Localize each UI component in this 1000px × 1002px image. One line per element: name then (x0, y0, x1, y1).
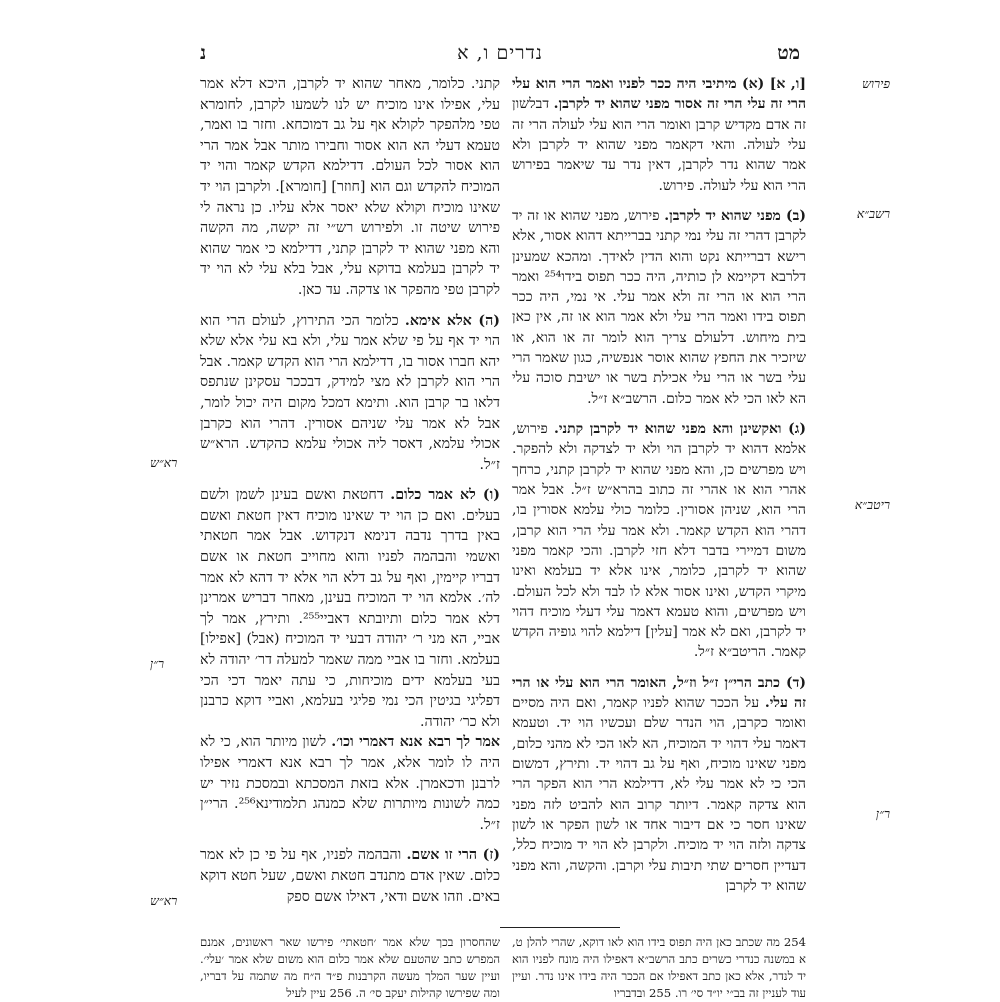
commentary-text: דחטאת ואשם בעינן לשמן ולשם בעלים. ואם כן הוי יד שאינו מוכיח דאין חטאת ואשם באין בדרך נדבה דנימא דנקדוש. אבל אמר חטאתי ואשמי והבהמה לפניו והוא מחוייב חטאת או אשם דבריו קיימין, ואף על גב דלא הוי אלא יד דהא לא אמר לה׳. אלמא הוי יד המוכיח בעינן, מאחר דבריש אמרינן דלא אמר כלום ותיובתא דאביי²⁵⁵. ותירץ, אמר לך אביי, הא מני ר׳ יהודה דבעי יד המוכיח (אבל) [אפילו] בעלמא. וחזר בו אביי ממה שאמר למעלה דר׳ יהודה לא בעי בעלמא ידים מוכיחות, כי עתה יאמר דכי הכי דפליגי בגיטין הכי נמי פליגי בעלמא, ואביי דוקא כרבנן ולא כר׳ יהודה. (200, 487, 500, 730)
margin-label-ran: ר״ן (875, 806, 890, 821)
commentary-text: קתני. כלומר, מאחר שהוא יד לקרבן, היכא דלא אמר עלי, אפילו אינו מוכיח יש לנו לשמעו לקרבן, לחומרא טפי מלהפקר לקולא אף על גב דמוכחא. וחזר בו ואמר, טעמא דעלי הא הוא אסור וחבירו מותר אבל אמר הרי הוא אסור לכל העולם. דדילמא הקדש קאמר והוי יד המוכיח להקדש וגם הוא [חוזר] [חומרא]. ולקרבן הוי יד שאינו מוכיח וקולא שלא יאסר אלא עליו. כן נראה לי פירוש שיטה זו. ולפירוש רש״י זה יקשה, מה הקשה והא מפני שהוא יד לקרבן קתני, דדילמא כי אמר שהוא יד לקרבן בעלמא בדוקא עלי, אבל בלא עלי לא הוי יד לקרבן טפי מהפקר או צדקה. עד כאן. (200, 76, 500, 298)
page-number-right: מט (777, 42, 800, 64)
commentary-text: והבהמה לפניו, אף על פי כן לא אמר כלום. שאין אדם מתנדב חטאת ואשם, שעל חטא דוקא באים. וזהו אשם ודאי, דאילו אשם ספק (200, 847, 500, 905)
page-number-left: נ (200, 42, 207, 64)
margin-label-rashba: רשב״א (856, 206, 890, 221)
margin-label-rash-second: רא״ש (150, 893, 178, 908)
commentary-entry (200, 311, 500, 476)
commentary-text: פירוש, אלמא דהוא יד לקרבן הוי ולא יד לצדקה ולא להפקר. ויש מפרשים כן, והא מפני שהוא יד לקרבן קתני, כרחך אהרי הוא או אהרי זה כתוב בהרא״ש ז״ל. אבל אמר הרי הוא, שניהן אסורין. כלומר כולי עלמא אסורין בו, דהרי הוא הקדש קאמר. ולא אמר עלי הרי הוא קרבן, משום דמיירי בדבר דלא חזי לקרבן. והכי קאמר מפני שהוא יד לקרבן, כלומר, אינו אלא יד בעלמא ואינו מיקרי הקדש, ואינו אסור אלא לו לבד ולא לכל העולם. ויש מפרשים, והוא טעמא דאמר עלי דעלי מוכיח דהוי יד לקרבן, ואם לא אמר [עלין] דילמא להוי גופיה הקדש קאמר. הריטב״א ז״ל. (512, 421, 806, 661)
commentary-entry (512, 206, 806, 409)
commentary-text: לשון מיותר הוא, כי לא היה לו לומר אלא, אמר לך רבא אנא דאמרי אפילו לרבנן ודכאמרן. אלא בזאת המסכתא ובמסכת נזיר יש כמה לשונות מיותרות שלא כמנהג תלמודינא²⁵⁶. הרי״ן ז״ל. (200, 734, 500, 833)
dibur-hamatchil: (ג) ואקשינן והא מפני שהוא יד לקרבן קתני. (554, 421, 806, 437)
footnote-divider (500, 927, 620, 928)
page-title: נדרים ו, א (457, 42, 543, 64)
margin-label-ran-left: ר״ן (150, 656, 165, 671)
margin-label-perush: פירוש (861, 76, 890, 91)
running-header (200, 42, 800, 72)
commentary-entry (512, 419, 806, 663)
commentary-entry (200, 485, 500, 835)
dibur-hamatchil: (ז) הרי זו אשם. (406, 847, 500, 864)
commentary-entry (200, 74, 500, 301)
footnotes-left: שהחסרון בכך שלא אמר ׳חטאתי׳ פירשו שאר ראשונים, אמנם המפרש כתב שהטעם שלא אמר כלום הוא משום שלא אמר ׳עלי׳. ועיין שער המלך מעשה הקרבנות פ״ד ה״ח מה שתמה על דבריו, ומה שפירשו קהילות יעקב סי׳ ה. 256 עיין לעיל (200, 935, 500, 1000)
right-column (512, 74, 806, 906)
margin-label-ritva: ריטב״א (854, 497, 890, 512)
commentary-entry (512, 74, 806, 196)
dibur-hamatchil: אמר לך רבא אנא דאמרי וכו׳. (331, 734, 501, 751)
commentary-entry (512, 673, 806, 896)
commentary-text: דבלשון זה אדם מקדיש קרבן ואומר הרי הוא עלי לעולה הרי זה עלי לעולה. והאי דקאמר מפני שהוא יד לקרבן ולא אמר שהוא נדר לקרבן, דאין נדר עד שיאמר בפירוש הרי הוא עלי לעולה. פירוש. (512, 96, 806, 194)
commentary-entry (200, 845, 500, 907)
dibur-hamatchil: (ד) כתב הרי״ן ז״ל וז״ל, האומר הרי הוא עלי או הרי זה עלי. (512, 674, 806, 712)
left-column (200, 74, 500, 917)
footnotes-right: 254 מה שכתב כאן היה תפוס בידו הוא לאו דוקא, שהרי להלן ט, א במשנה כנדרי כשרים כתב הרשב״א דאפילו היה מונח לפניו הוא יד לנדר, אלא כאן כתב דאפילו אם הככר היה בידו אינו נדר. ועיין עוד לעניין זה בב״י יו״ד סי׳ רו. 255 ובדבריו (512, 935, 806, 1000)
dibur-hamatchil: (ב) מפני שהוא יד לקרבן. (664, 207, 806, 224)
margin-label-rash: רא״ש (150, 455, 178, 470)
commentary-text: על הככר שהוא לפניו קאמר, ואם היה מסיים ואומר כקרבן, הוי הנדר שלם ועכשיו הוי יד. וטעמא דאמר עלי דהוי יד המוכיח, הא לאו הכי לא מהני כלום, מפני שאינו מוכיח, ואף על גב דהוי יד. ותירץ, דמשום הכי כי לא אמר עלי לא, דדילמא הרי הוא הפקר הרי הוא צדקה קאמר. דיותר קרוב הוא להביט לזה מפני שאינו חסר כי אם דיבור אחד או לשון הפקר או לשון צדקה ולזה הוי יד מוכיח. ולקרבן לא הוי יד מוכיח כלל, דעדיין חסרים שתי תיבות עלי וקרבן. והקשה, והא מפני שהוא יד לקרבן (512, 695, 806, 894)
dibur-hamatchil: (ה) אלא אימא. (404, 312, 501, 329)
commentary-text: כלומר הכי התירוץ, לעולם הרי הוא הוי יד אף על פי שלא אמר עלי, ולא בא עלי אלא שלא יהא חברו אסור בו, דדילמא הרי הוא הקדש קאמר. אבל הרי הוא לקרבן לא מצי למידק, דבככר עסקינן שנתפס דלאו בר קרבן הוא. ותימא דמכל מקום היה יכול לומר, אבל לא אמר עלי שניהם אסורין. דהרי הוא כקרבן אכולי עלמא, דאסר ליה אכולי עלמא כהקדש. הרא״ש ז״ל. (200, 312, 500, 473)
commentary-text: פירוש, מפני שהוא או זה יד לקרבן דהרי זה עלי נמי קתני בברייתא דהוא אסור, אלא רישא דברייתא נקט והוא הדין לאידך. ומהכא שמעינן דלרבא דקיימא לן כותיה, היה ככר תפוס בידו²⁵⁴ ואמר הרי הוא או הרי זה ולא אמר עלי. אי נמי, היה ככר תפוס בידו ואמר הרי עלי ולא אמר הוא או זה, אין כאן בית מיחוש. דלעולם צריך הוא לומר זה או הוא, או שיזכיר את החפץ שהוא אוסר אנפשיה, כגון שאמר הרי עלי בשר או הרי עלי אכילת בשר או ישיבת סוכה עלי הא לאו הכי לא אמר כלום. הרשב״א ז״ל. (512, 207, 806, 407)
dibur-hamatchil: (ו) לא אמר כלום. (390, 487, 500, 504)
dibur-hamatchil: [ו, א] (א) מיתיבי היה ככר לפניו ואמר הרי הוא עלי הרי זה עלי הרי זה אסור מפני שהוא יד לקרבן. (512, 76, 806, 113)
